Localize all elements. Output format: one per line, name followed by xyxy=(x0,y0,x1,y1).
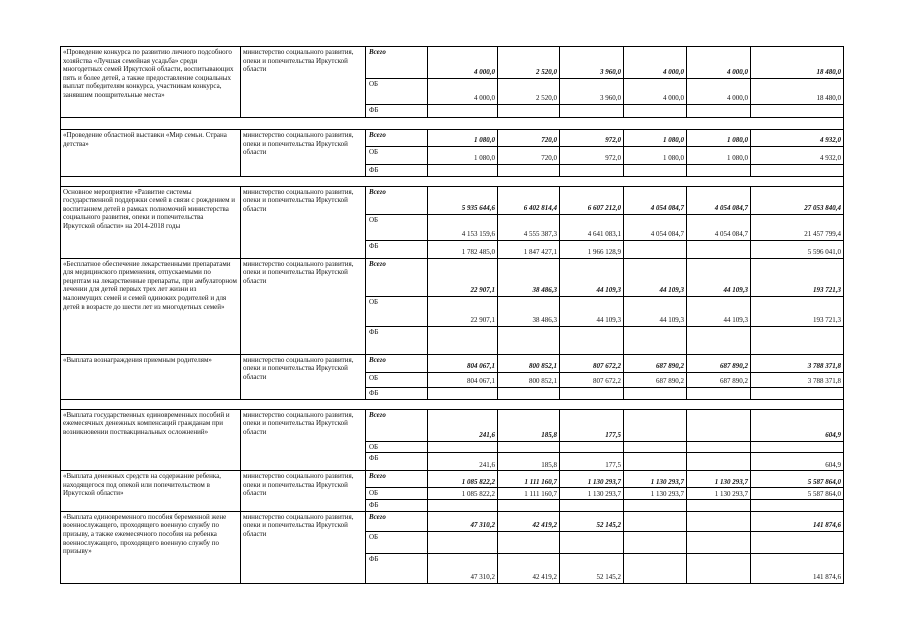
event-description: «Выплата единовременного пособия беременной жене военнослужащего, проходящего военную службу по призыву, а также ежемесячного пособия на ребенка военнослужащего, проходящего военную службу по призыву» xyxy=(61,511,241,583)
year-amount-cell: 4 000,0 xyxy=(428,47,498,79)
event-description: «Проведение конкурса по развитию личного подсобного хозяйства «Лучшая семейная усадьба» среди многодетных семей Иркутской области, воспитывающих пять и более детей, а также предоставление социальных выплат победителям конкурса, участникам конкурса, занявшим поощрительные места» xyxy=(61,47,241,118)
year-amount-cell xyxy=(624,240,687,258)
year-amount-cell xyxy=(687,240,751,258)
funding-source-label: Всего xyxy=(366,258,428,296)
year-amount-cell: 38 486,3 xyxy=(498,296,560,326)
total-amount-cell: 193 721,3 xyxy=(751,296,844,326)
year-amount-cell xyxy=(498,105,560,118)
funding-source-label: ОБ xyxy=(366,79,428,105)
total-amount-cell: 3 788 371,8 xyxy=(751,372,844,387)
year-amount-cell xyxy=(624,511,687,531)
responsible-organization: министерство социального развития, опеки и попечительства Иркутской области xyxy=(241,354,366,399)
table-row xyxy=(61,130,844,147)
total-amount-cell: 18 480,0 xyxy=(751,47,844,79)
year-amount-cell xyxy=(624,105,687,118)
total-amount-cell: 141 874,6 xyxy=(751,511,844,531)
table-row xyxy=(61,258,844,296)
funding-source-label: ОБ xyxy=(366,296,428,326)
year-amount-cell xyxy=(624,441,687,453)
year-amount-cell: 185,8 xyxy=(498,409,560,441)
year-amount-cell: 42 419,2 xyxy=(498,511,560,531)
year-amount-cell xyxy=(624,165,687,177)
funding-source-label: Всего xyxy=(366,186,428,214)
year-amount-cell: 44 109,3 xyxy=(687,258,751,296)
year-amount-cell: 3 960,0 xyxy=(560,47,624,79)
year-amount-cell xyxy=(428,500,498,512)
year-amount-cell: 44 109,3 xyxy=(687,296,751,326)
year-amount-cell: 4 555 387,3 xyxy=(498,214,560,240)
year-amount-cell xyxy=(498,441,560,453)
responsible-organization: министерство социального развития, опеки и попечительства Иркутской области xyxy=(241,511,366,583)
year-amount-cell xyxy=(687,453,751,471)
total-amount-cell: 5 587 864,0 xyxy=(751,488,844,500)
year-amount-cell xyxy=(624,500,687,512)
total-amount-cell: 604,9 xyxy=(751,409,844,441)
funding-source-label: ФБ xyxy=(366,500,428,512)
event-description: «Выплата государственных единовременных пособий и ежемесячных денежных компенсаций гражданам при возникновении поствакцинальных осложнений» xyxy=(61,409,241,471)
program-finance-table xyxy=(60,46,844,584)
year-amount-cell: 4 000,0 xyxy=(428,79,498,105)
year-amount-cell: 22 907,1 xyxy=(428,258,498,296)
year-amount-cell: 1 130 293,7 xyxy=(560,488,624,500)
funding-source-label: ОБ xyxy=(366,531,428,553)
total-amount-cell: 21 457 799,4 xyxy=(751,214,844,240)
year-amount-cell xyxy=(624,453,687,471)
responsible-organization: министерство социального развития, опеки и попечительства Иркутской области xyxy=(241,409,366,471)
event-description: «Выплата вознаграждения приемным родителям» xyxy=(61,354,241,399)
year-amount-cell xyxy=(624,387,687,399)
total-amount-cell xyxy=(751,165,844,177)
year-amount-cell: 4 000,0 xyxy=(624,79,687,105)
total-amount-cell xyxy=(751,326,844,354)
table-row xyxy=(61,354,844,372)
year-amount-cell: 1 130 293,7 xyxy=(624,471,687,488)
year-amount-cell xyxy=(498,387,560,399)
year-amount-cell xyxy=(560,387,624,399)
funding-source-label: Всего xyxy=(366,511,428,531)
total-amount-cell: 4 932,0 xyxy=(751,147,844,165)
year-amount-cell: 241,6 xyxy=(428,409,498,441)
year-amount-cell xyxy=(428,105,498,118)
funding-source-label: ФБ xyxy=(366,326,428,354)
year-amount-cell xyxy=(498,165,560,177)
total-amount-cell: 27 053 840,4 xyxy=(751,186,844,214)
responsible-organization: министерство социального развития, опеки и попечительства Иркутской области xyxy=(241,258,366,354)
year-amount-cell: 687 890,2 xyxy=(687,354,751,372)
year-amount-cell: 4 054 084,7 xyxy=(687,214,751,240)
year-amount-cell xyxy=(428,531,498,553)
year-amount-cell: 1 080,0 xyxy=(428,147,498,165)
year-amount-cell: 47 310,2 xyxy=(428,511,498,531)
year-amount-cell: 1 085 822,2 xyxy=(428,471,498,488)
year-amount-cell: 44 109,3 xyxy=(624,296,687,326)
funding-source-label: ОБ xyxy=(366,441,428,453)
year-amount-cell: 1 080,0 xyxy=(624,147,687,165)
total-amount-cell xyxy=(751,387,844,399)
year-amount-cell xyxy=(428,441,498,453)
funding-source-label: Всего xyxy=(366,471,428,488)
year-amount-cell: 1 130 293,7 xyxy=(687,471,751,488)
year-amount-cell: 3 960,0 xyxy=(560,79,624,105)
total-amount-cell: 3 788 371,8 xyxy=(751,354,844,372)
funding-source-label: Всего xyxy=(366,354,428,372)
total-amount-cell: 141 874,6 xyxy=(751,553,844,583)
year-amount-cell xyxy=(498,326,560,354)
year-amount-cell: 44 109,3 xyxy=(624,258,687,296)
year-amount-cell xyxy=(687,500,751,512)
year-amount-cell xyxy=(687,531,751,553)
year-amount-cell: 5 935 644,6 xyxy=(428,186,498,214)
year-amount-cell xyxy=(687,441,751,453)
year-amount-cell: 687 890,2 xyxy=(687,372,751,387)
year-amount-cell xyxy=(560,105,624,118)
year-amount-cell: 4 000,0 xyxy=(687,47,751,79)
funding-source-label: ОБ xyxy=(366,372,428,387)
year-amount-cell: 4 000,0 xyxy=(624,47,687,79)
year-amount-cell xyxy=(624,409,687,441)
event-description: «Бесплатное обеспечение лекарственными препаратами для медицинского применения, отпускаемыми по рецептам на лекарственные препараты, при амбулаторном лечении для детей первых трех лет жизни из малоимущих семей и семей одиноких родителей и для детей в возрасте до шести лет из многодетных семей» xyxy=(61,258,241,354)
year-amount-cell: 720,0 xyxy=(498,147,560,165)
year-amount-cell: 807 672,2 xyxy=(560,372,624,387)
event-description: «Проведение областной выставки «Мир семьи. Страна детства» xyxy=(61,130,241,177)
year-amount-cell: 42 419,2 xyxy=(498,553,560,583)
year-amount-cell: 38 486,3 xyxy=(498,258,560,296)
total-amount-cell xyxy=(751,500,844,512)
funding-source-label: ОБ xyxy=(366,147,428,165)
year-amount-cell: 1 080,0 xyxy=(624,130,687,147)
year-amount-cell xyxy=(560,165,624,177)
year-amount-cell xyxy=(687,511,751,531)
year-amount-cell xyxy=(560,531,624,553)
responsible-organization: министерство социального развития, опеки и попечительства Иркутской области xyxy=(241,130,366,177)
year-amount-cell: 1 111 160,7 xyxy=(498,488,560,500)
separator-cell xyxy=(61,399,844,409)
year-amount-cell: 177,5 xyxy=(560,409,624,441)
year-amount-cell xyxy=(687,105,751,118)
funding-source-label: Всего xyxy=(366,47,428,79)
funding-source-label: ФБ xyxy=(366,105,428,118)
year-amount-cell: 1 130 293,7 xyxy=(687,488,751,500)
year-amount-cell: 2 520,0 xyxy=(498,47,560,79)
year-amount-cell xyxy=(687,165,751,177)
year-amount-cell: 687 890,2 xyxy=(624,372,687,387)
year-amount-cell xyxy=(560,500,624,512)
total-amount-cell: 604,9 xyxy=(751,453,844,471)
total-amount-cell: 5 596 041,0 xyxy=(751,240,844,258)
year-amount-cell xyxy=(428,387,498,399)
year-amount-cell: 1 130 293,7 xyxy=(560,471,624,488)
year-amount-cell: 804 067,1 xyxy=(428,354,498,372)
event-description: «Выплата денежных средств на содержание ребенка, находящегося под опекой или попечительством в Иркутской области» xyxy=(61,471,241,512)
responsible-organization: министерство социального развития, опеки и попечительства Иркутской области xyxy=(241,471,366,512)
year-amount-cell: 972,0 xyxy=(560,147,624,165)
table-row xyxy=(61,409,844,441)
year-amount-cell: 1 080,0 xyxy=(428,130,498,147)
responsible-organization: министерство социального развития, опеки и попечительства Иркутской области xyxy=(241,47,366,118)
year-amount-cell: 44 109,3 xyxy=(560,258,624,296)
year-amount-cell: 1 782 485,0 xyxy=(428,240,498,258)
funding-source-label: Всего xyxy=(366,409,428,441)
funding-source-label: ФБ xyxy=(366,553,428,583)
year-amount-cell: 52 145,2 xyxy=(560,553,624,583)
year-amount-cell: 1 080,0 xyxy=(687,130,751,147)
funding-source-label: ФБ xyxy=(366,165,428,177)
row-separator xyxy=(61,118,844,130)
year-amount-cell: 6 607 212,0 xyxy=(560,186,624,214)
table-row xyxy=(61,47,844,79)
year-amount-cell: 4 054 084,7 xyxy=(624,186,687,214)
year-amount-cell: 1 847 427,1 xyxy=(498,240,560,258)
year-amount-cell xyxy=(428,165,498,177)
year-amount-cell: 4 153 159,6 xyxy=(428,214,498,240)
year-amount-cell: 1 080,0 xyxy=(687,147,751,165)
responsible-organization: министерство социального развития, опеки и попечительства Иркутской области xyxy=(241,186,366,258)
year-amount-cell: 1 130 293,7 xyxy=(624,488,687,500)
table-row xyxy=(61,186,844,214)
year-amount-cell xyxy=(428,326,498,354)
year-amount-cell xyxy=(498,531,560,553)
year-amount-cell xyxy=(624,531,687,553)
total-amount-cell: 193 721,3 xyxy=(751,258,844,296)
row-separator xyxy=(61,399,844,409)
total-amount-cell xyxy=(751,105,844,118)
year-amount-cell: 47 310,2 xyxy=(428,553,498,583)
funding-source-label: ОБ xyxy=(366,214,428,240)
year-amount-cell xyxy=(624,326,687,354)
year-amount-cell: 720,0 xyxy=(498,130,560,147)
row-separator xyxy=(61,176,844,186)
year-amount-cell: 2 520,0 xyxy=(498,79,560,105)
year-amount-cell: 687 890,2 xyxy=(624,354,687,372)
year-amount-cell xyxy=(687,387,751,399)
table-row xyxy=(61,511,844,531)
year-amount-cell: 800 852,1 xyxy=(498,372,560,387)
year-amount-cell: 177,5 xyxy=(560,453,624,471)
funding-source-label: ФБ xyxy=(366,387,428,399)
year-amount-cell: 6 402 814,4 xyxy=(498,186,560,214)
separator-cell xyxy=(61,118,844,130)
year-amount-cell: 1 085 822,2 xyxy=(428,488,498,500)
year-amount-cell: 44 109,3 xyxy=(560,296,624,326)
year-amount-cell: 4 000,0 xyxy=(687,79,751,105)
year-amount-cell: 185,8 xyxy=(498,453,560,471)
year-amount-cell xyxy=(687,409,751,441)
year-amount-cell xyxy=(560,326,624,354)
total-amount-cell: 18 480,0 xyxy=(751,79,844,105)
event-description: Основное мероприятие «Развитие системы государственной поддержки семей в связи с рождением и воспитанием детей в рамках полномочий министерства социального развития, опеки и попечительства Иркутской области» на 2014-2018 годы xyxy=(61,186,241,258)
separator-cell xyxy=(61,176,844,186)
year-amount-cell xyxy=(624,553,687,583)
year-amount-cell: 972,0 xyxy=(560,130,624,147)
year-amount-cell: 807 672,2 xyxy=(560,354,624,372)
funding-source-label: ОБ xyxy=(366,488,428,500)
year-amount-cell xyxy=(498,500,560,512)
year-amount-cell: 804 067,1 xyxy=(428,372,498,387)
year-amount-cell: 52 145,2 xyxy=(560,511,624,531)
funding-source-label: Всего xyxy=(366,130,428,147)
year-amount-cell xyxy=(687,326,751,354)
year-amount-cell: 22 907,1 xyxy=(428,296,498,326)
funding-source-label: ФБ xyxy=(366,240,428,258)
table-body xyxy=(61,47,844,584)
total-amount-cell: 5 587 864,0 xyxy=(751,471,844,488)
year-amount-cell: 4 054 084,7 xyxy=(624,214,687,240)
year-amount-cell xyxy=(560,441,624,453)
year-amount-cell: 1 111 160,7 xyxy=(498,471,560,488)
year-amount-cell: 4 641 083,1 xyxy=(560,214,624,240)
year-amount-cell: 241,6 xyxy=(428,453,498,471)
funding-source-label: ФБ xyxy=(366,453,428,471)
total-amount-cell xyxy=(751,441,844,453)
year-amount-cell: 800 852,1 xyxy=(498,354,560,372)
total-amount-cell: 4 932,0 xyxy=(751,130,844,147)
year-amount-cell xyxy=(687,553,751,583)
total-amount-cell xyxy=(751,531,844,553)
year-amount-cell: 1 966 128,9 xyxy=(560,240,624,258)
year-amount-cell: 4 054 084,7 xyxy=(687,186,751,214)
table-row xyxy=(61,471,844,488)
